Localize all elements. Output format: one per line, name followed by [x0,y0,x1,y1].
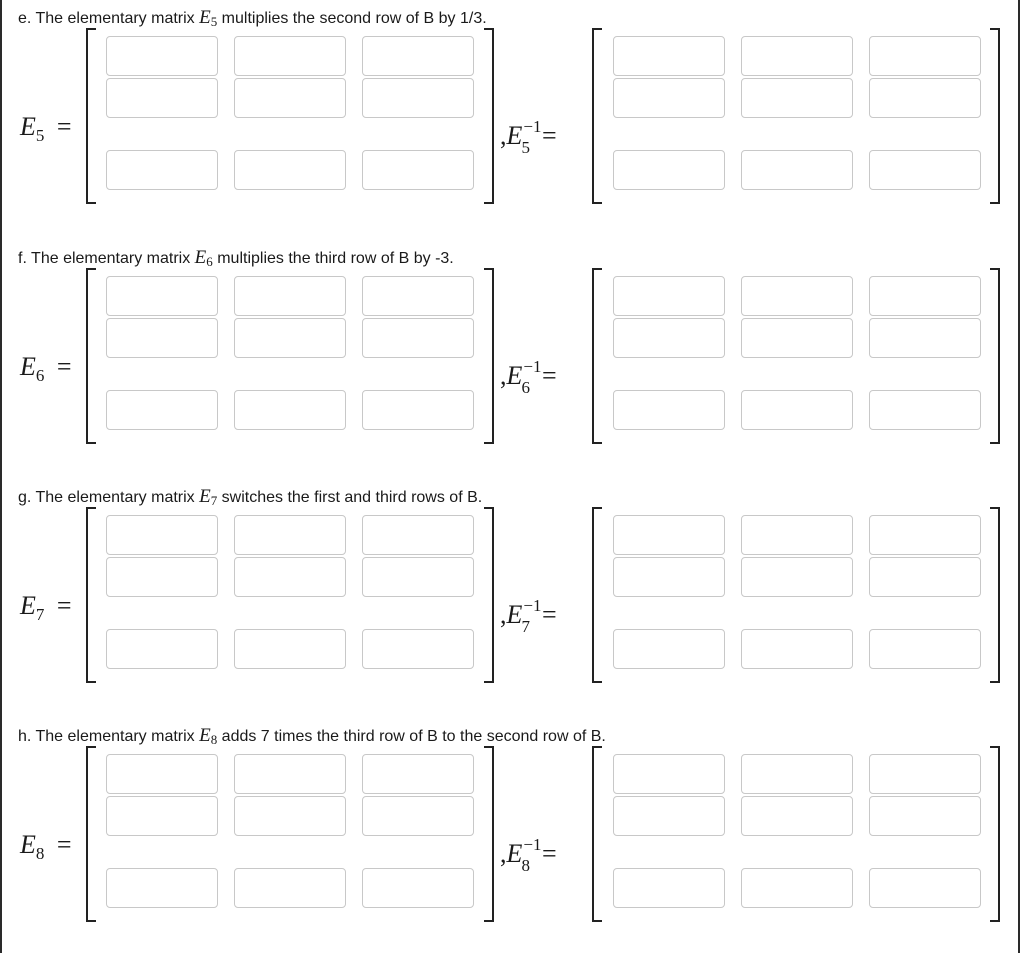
section-h [0,726,1024,966]
matrix-subscript: 8 [210,732,218,747]
matrix-cell-r3-c3[interactable] [362,629,474,669]
left-bracket [86,746,96,922]
inverse-subscript: 5 [521,138,530,157]
inverse-superscript: −1 [523,357,542,376]
matrix-label-var: E [20,112,36,141]
right-bracket [484,746,494,922]
matrix-cell-r2-c3[interactable] [362,78,474,118]
inverse-cell-r2-c3[interactable] [869,78,981,118]
inverse-left-bracket [592,746,602,922]
inverse-right-bracket [990,268,1000,444]
inverse-cell-r1-c2[interactable] [741,36,853,76]
equals-sign: = [56,112,72,141]
inverse-label [500,352,557,397]
inverse-right-bracket [990,28,1000,204]
matrix-cell-r2-c3[interactable] [362,796,474,836]
inverse-subscript: 6 [521,378,530,397]
equals-sign: = [56,352,72,381]
matrix-cell-r2-c2[interactable] [234,557,346,597]
section-f [0,248,1024,488]
inverse-cell-r1-c2[interactable] [741,754,853,794]
matrix-label-var: E [20,830,36,859]
matrix-cell-r1-c3[interactable] [362,276,474,316]
inverse-subscript: 8 [521,856,530,875]
matrix-cell-r3-c3[interactable] [362,868,474,908]
matrix-label [20,112,72,151]
matrix-variable: E [199,486,211,507]
inverse-cell-r1-c2[interactable] [741,276,853,316]
right-bracket [484,28,494,204]
matrix-label-sub: 7 [35,605,45,624]
matrix-cell-r2-c1[interactable] [106,796,218,836]
inverse-equals-sign: = [541,121,557,150]
inverse-label-var: E [506,121,523,150]
inverse-label-var: E [506,600,523,629]
prompt-suffix: adds 7 times the third row of B to the second row of B. [217,728,606,745]
prompt-prefix: h. The elementary matrix [18,728,200,745]
inverse-equals-sign: = [541,600,557,629]
matrix-cell-r2-c3[interactable] [362,557,474,597]
inverse-cell-r2-c2[interactable] [741,318,853,358]
matrix-subscript: 6 [206,254,213,269]
inverse-label [500,830,557,875]
inverse-cell-r3-c1[interactable] [613,868,725,908]
inverse-cell-r1-c3[interactable] [869,276,981,316]
inverse-cell-r2-c2[interactable] [741,796,853,836]
matrix-cell-r3-c3[interactable] [362,150,474,190]
inverse-cell-r1-c1[interactable] [613,754,725,794]
inverse-cell-r2-c2[interactable] [741,78,853,118]
inverse-superscript: −1 [523,117,542,136]
inverse-right-bracket [990,507,1000,683]
right-bracket [484,268,494,444]
matrix-cell-r3-c1[interactable] [106,390,218,430]
inverse-equals-sign: = [541,839,557,868]
inverse-cell-r2-c1[interactable] [613,557,725,597]
matrix-cell-r1-c1[interactable] [106,515,218,555]
inverse-subscript: 7 [521,617,530,636]
inverse-cell-r1-c3[interactable] [869,515,981,555]
inverse-left-bracket [592,507,602,683]
inverse-comma: , [500,600,507,629]
inverse-cell-r1-c2[interactable] [741,515,853,555]
inverse-cell-r1-c1[interactable] [613,36,725,76]
matrix-variable: E [194,247,207,268]
matrix-cell-r1-c3[interactable] [362,36,474,76]
matrix-cell-r1-c1[interactable] [106,36,218,76]
matrix-label [20,591,72,630]
prompt-suffix: multiplies the third row of B by -3. [212,250,454,267]
inverse-superscript: −1 [523,596,542,615]
inverse-label [500,112,557,157]
matrix-subscript: 5 [210,14,218,29]
inverse-superscript: −1 [523,835,542,854]
matrix-cell-r2-c2[interactable] [234,796,346,836]
inverse-cell-r3-c1[interactable] [613,629,725,669]
inverse-cell-r3-c3[interactable] [869,868,981,908]
matrix-cell-r2-c2[interactable] [234,78,346,118]
matrix-label [20,830,72,869]
matrix-cell-r1-c3[interactable] [362,754,474,794]
inverse-cell-r2-c3[interactable] [869,557,981,597]
inverse-cell-r3-c1[interactable] [613,150,725,190]
inverse-cell-r1-c3[interactable] [869,754,981,794]
matrix-label-var: E [20,352,36,381]
prompt-suffix: multiplies the second row of B by 1/3. [217,10,487,27]
section-e [0,8,1024,248]
question-prompt [18,726,606,750]
inverse-label-var: E [506,839,523,868]
inverse-right-bracket [990,746,1000,922]
prompt-suffix: switches the first and third rows of B. [217,489,483,506]
inverse-cell-r3-c3[interactable] [869,150,981,190]
inverse-cell-r3-c1[interactable] [613,390,725,430]
prompt-prefix: e. The elementary matrix [18,10,200,27]
matrix-cell-r2-c1[interactable] [106,318,218,358]
matrix-cell-r3-c1[interactable] [106,629,218,669]
inverse-label [500,591,557,636]
inverse-cell-r2-c3[interactable] [869,318,981,358]
inverse-cell-r3-c3[interactable] [869,390,981,430]
matrix-cell-r3-c2[interactable] [234,390,346,430]
left-bracket [86,268,96,444]
matrix-variable: E [199,725,211,746]
prompt-prefix: f. The elementary matrix [18,250,195,267]
equals-sign: = [56,591,72,620]
inverse-cell-r2-c2[interactable] [741,557,853,597]
matrix-cell-r3-c2[interactable] [234,629,346,669]
matrix-cell-r1-c3[interactable] [362,515,474,555]
matrix-cell-r2-c1[interactable] [106,78,218,118]
inverse-cell-r3-c3[interactable] [869,629,981,669]
inverse-cell-r3-c2[interactable] [741,150,853,190]
inverse-cell-r1-c3[interactable] [869,36,981,76]
inverse-cell-r2-c1[interactable] [613,796,725,836]
matrix-cell-r3-c2[interactable] [234,868,346,908]
inverse-cell-r3-c2[interactable] [741,868,853,908]
prompt-prefix: g. The elementary matrix [18,489,200,506]
equals-sign: = [56,830,72,859]
matrix-cell-r1-c2[interactable] [234,36,346,76]
matrix-cell-r2-c3[interactable] [362,318,474,358]
inverse-cell-r2-c1[interactable] [613,318,725,358]
matrix-label-sub: 6 [35,366,45,385]
question-prompt [18,248,454,272]
matrix-label [20,352,72,391]
matrix-cell-r3-c3[interactable] [362,390,474,430]
matrix-cell-r1-c1[interactable] [106,276,218,316]
matrix-cell-r1-c2[interactable] [234,276,346,316]
inverse-cell-r2-c3[interactable] [869,796,981,836]
inverse-left-bracket [592,28,602,204]
inverse-equals-sign: = [541,361,557,390]
inverse-comma: , [500,839,507,868]
matrix-cell-r1-c2[interactable] [234,754,346,794]
inverse-left-bracket [592,268,602,444]
matrix-cell-r1-c1[interactable] [106,754,218,794]
inverse-comma: , [500,121,507,150]
matrix-cell-r3-c2[interactable] [234,150,346,190]
inverse-comma: , [500,361,507,390]
inverse-cell-r3-c2[interactable] [741,629,853,669]
matrix-variable: E [199,7,211,28]
inverse-cell-r1-c1[interactable] [613,276,725,316]
inverse-cell-r3-c2[interactable] [741,390,853,430]
matrix-cell-r3-c1[interactable] [106,868,218,908]
left-bracket [86,507,96,683]
inverse-label-var: E [506,361,523,390]
right-bracket [484,507,494,683]
section-g [0,487,1024,727]
matrix-cell-r3-c1[interactable] [106,150,218,190]
matrix-label-sub: 5 [35,126,45,145]
matrix-cell-r1-c2[interactable] [234,515,346,555]
matrix-label-sub: 8 [35,844,45,863]
matrix-label-var: E [20,591,36,620]
matrix-subscript: 7 [210,493,218,508]
matrix-cell-r2-c1[interactable] [106,557,218,597]
left-bracket [86,28,96,204]
inverse-cell-r2-c1[interactable] [613,78,725,118]
inverse-cell-r1-c1[interactable] [613,515,725,555]
matrix-cell-r2-c2[interactable] [234,318,346,358]
